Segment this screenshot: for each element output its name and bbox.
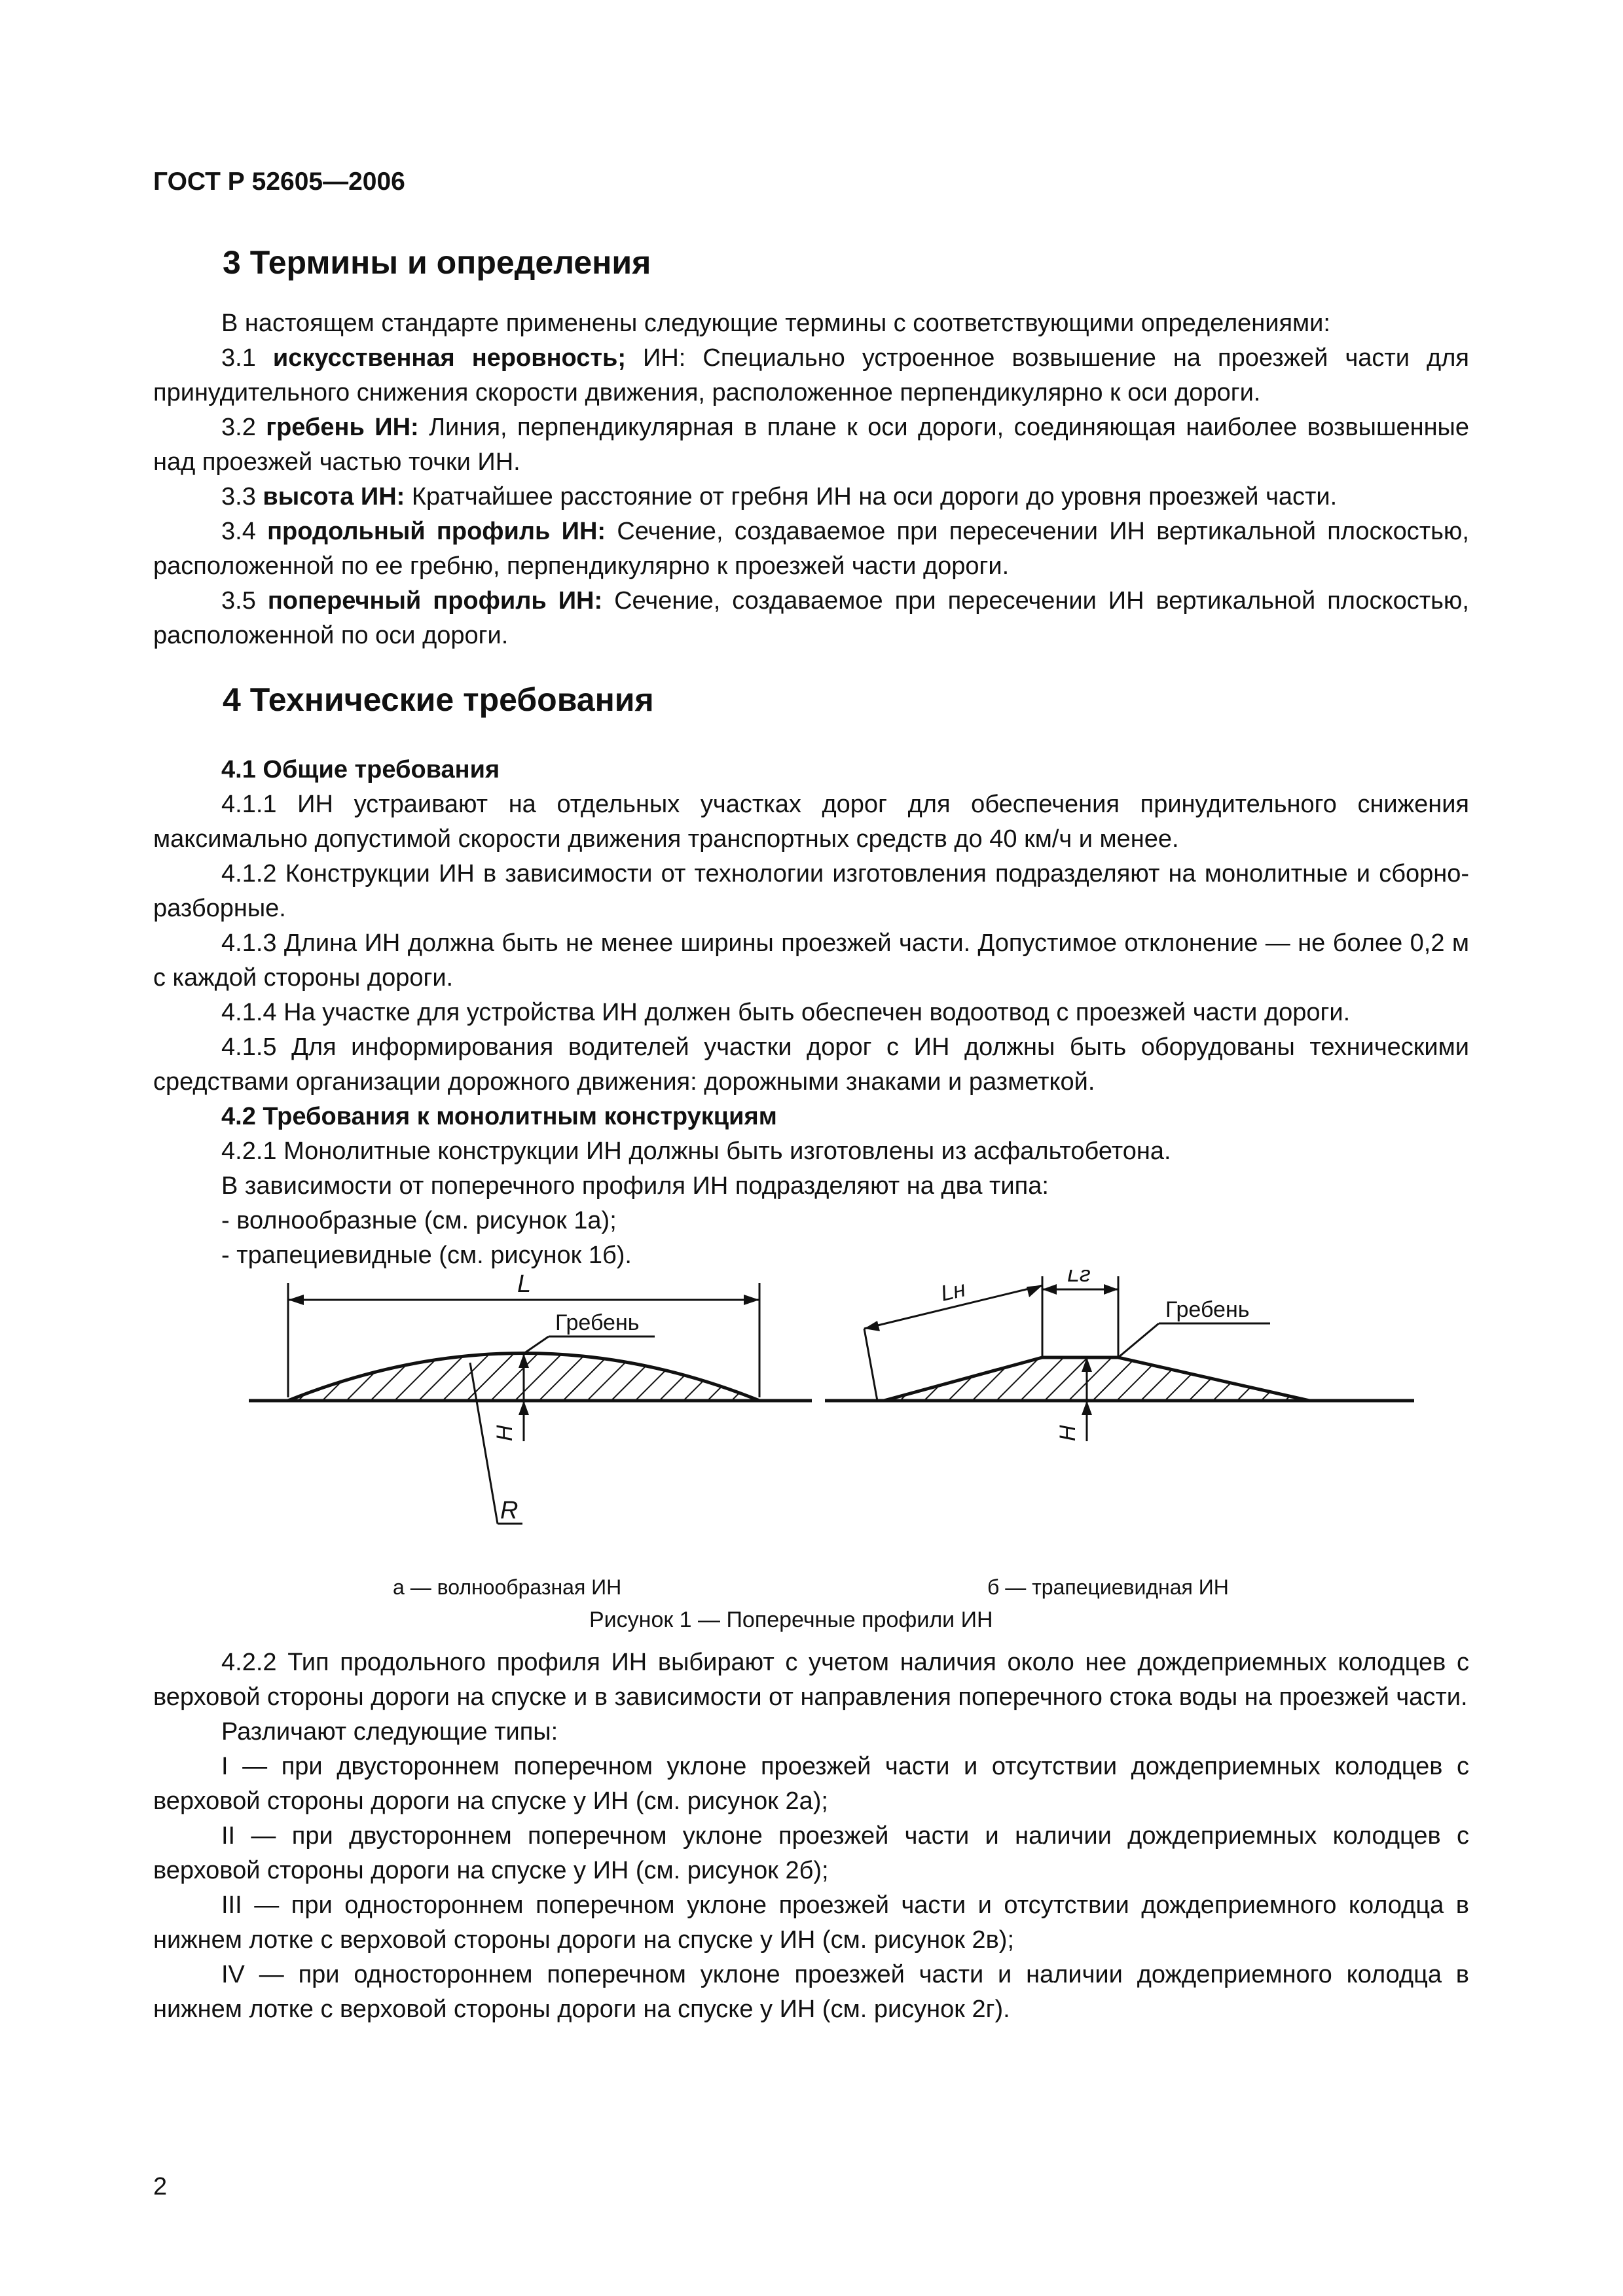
type-I: I — при двустороннем поперечном уклоне проезжей части и отсутствии дождеприемных колодцев с верховой стороны дороги на спуске у ИН (см. рисунок 2а); [153,1753,1469,1815]
paragraph-4-1-1: 4.1.1 ИН устраивают на отдельных участках дорог для обеспечения принудительного снижения максимально допустимой скорости движения транспортных средств до 40 км/ч и менее. [153,791,1469,853]
label-L: L [517,1270,532,1298]
paragraph-4-2-1: 4.2.1 Монолитные конструкции ИН должны быть изготовлены из асфальтобетона. [221,1138,1171,1165]
figure-1b [825,1270,1414,1599]
paragraph-4-1-5: 4.1.5 Для информирования водителей участки дорог с ИН должны быть оборудованы техническими средствами организации дорожного движения: дорожными знаками и разметкой. [153,1033,1469,1096]
crest-leader-b [1118,1323,1159,1357]
figure-1a [249,1270,812,1599]
term-3-1: 3.1 искусственная неровность; ИН: Специально устроенное возвышение на проезжей части для принудительного снижения скорости движения, расположенное перпендикулярно к оси дороги. [153,344,1469,406]
paragraph-4-1-3: 4.1.3 Длина ИН должна быть не менее ширины проезжей части. Допустимое отклонение — не более 0,2 м с каждой стороны дороги. [153,929,1469,992]
section-4-title: 4 Технические требования [223,681,654,718]
label-R: R [500,1497,519,1524]
paragraph-4-2-2: 4.2.2 Тип продольного профиля ИН выбирают с учетом наличия около нее дождеприемных колодцев с верховой стороны дороги на спуске и в зависимости от направления поперечного стока воды на проезжей части. [153,1649,1469,1711]
figure-caption: Рисунок 1 — Поперечные профили ИН [589,1607,993,1632]
section-4-2-2-body [153,1645,1469,2027]
caption-b: б — трапециевидная ИН [987,1575,1229,1599]
crest-leader-a [524,1336,549,1354]
subsection-4-1-title: 4.1 Общие требования [221,756,500,783]
caption-a: а — волнообразная ИН [393,1575,622,1599]
figure-1 [236,1270,1427,1636]
label-crest-a: Гребень [555,1310,640,1335]
paragraph-4-1-2: 4.1.2 Конструкции ИН в зависимости от технологии изготовления подразделяют на монолитные и сборно-разборные. [153,860,1469,922]
list-item-trapezoid: - трапециевидные (см. рисунок 1б). [221,1242,632,1269]
figure-1-drawing [236,1270,1427,1636]
term-3-3: 3.3 высота ИН: Кратчайшее расстояние от гребня ИН на оси дороги до уровня проезжей части. [221,483,1338,511]
label-H-b: H [1055,1425,1080,1441]
label-Lg: Lг [1067,1270,1091,1287]
term-3-4: 3.4 продольный профиль ИН: Сечение, создаваемое при пересечении ИН вертикальной плоскостью, расположенной по ее гребню, перпендикулярно к проезжей части дороги. [153,518,1469,580]
type-IV: IV — при одностороннем поперечном уклоне проезжей части и наличии дождеприемного колодца в нижнем лотке с верховой стороны дороги на спуске у ИН (см. рисунок 2г). [153,1961,1469,2023]
type-III: III — при одностороннем поперечном уклоне проезжей части и отсутствии дождеприемного колодца в нижнем лотке с верховой стороны дороги на спуске у ИН (см. рисунок 2в); [153,1892,1469,1954]
term-3-2: 3.2 гребень ИН: Линия, перпендикулярная в плане к оси дороги, соединяющая наиболее возвышенные над проезжей частью точки ИН. [153,414,1470,476]
section-3-intro: В настоящем стандарте применены следующие термины с соответствующими определениями: [221,310,1330,337]
section-3-title: 3 Термины и определения [223,244,651,281]
type-II: II — при двустороннем поперечном уклоне проезжей части и наличии дождеприемных колодцев с верховой стороны дороги на спуске у ИН (см. рисунок 2б); [153,1822,1469,1884]
paragraph-4-1-4: 4.1.4 На участке для устройства ИН должен быть обеспечен водоотвод с проезжей части дороги. [221,999,1351,1026]
paragraph-4-2-1-types: В зависимости от поперечного профиля ИН подразделяют на два типа: [221,1172,1049,1200]
label-H-a: H [492,1425,517,1441]
subsection-4-2-title: 4.2 Требования к монолитным конструкциям [221,1103,777,1130]
list-item-wave: - волнообразные (см. рисунок 1а); [221,1207,617,1234]
trapezoid-bump-shape [884,1357,1309,1401]
label-Ln: Lн [938,1276,968,1306]
section-3-body [153,306,1469,653]
page-number: 2 [153,2173,168,2200]
label-crest-b: Гребень [1165,1297,1250,1322]
types-intro: Различают следующие типы: [221,1718,558,1746]
term-3-5: 3.5 поперечный профиль ИН: Сечение, создаваемое при пересечении ИН вертикальной плоскостью, расположенной по оси дороги. [153,587,1469,649]
section-4-body [153,753,1469,1273]
document-header: ГОСТ Р 52605—2006 [153,168,405,196]
